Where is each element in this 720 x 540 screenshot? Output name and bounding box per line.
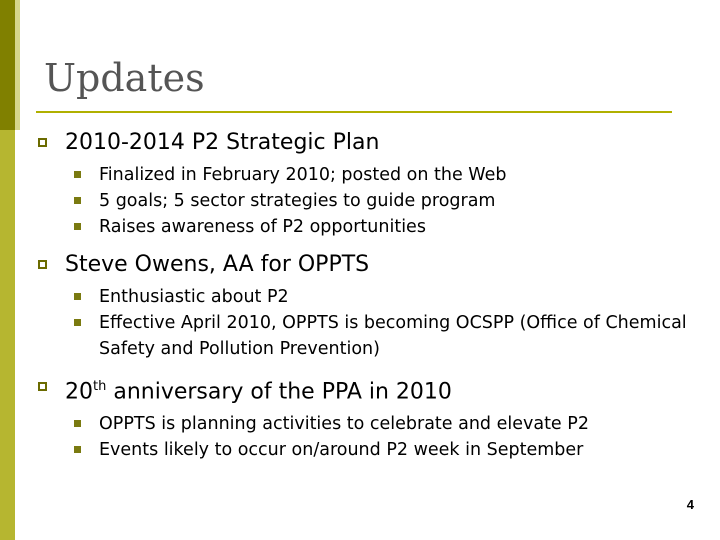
section-heading-post: anniversary of the PPA in 2010 xyxy=(106,379,452,405)
list-item-text: Raises awareness of P2 opportunities xyxy=(99,217,426,237)
square-bullet-icon xyxy=(74,446,81,453)
section-heading-text: Steve Owens, AA for OPPTS xyxy=(65,252,370,277)
section-heading-superscript: th xyxy=(93,379,107,394)
list-item xyxy=(30,214,690,240)
hollow-square-bullet-icon xyxy=(38,382,47,391)
list-item xyxy=(30,188,690,214)
square-bullet-icon xyxy=(74,223,81,230)
slide-title: Updates xyxy=(44,56,205,100)
page-number: 4 xyxy=(686,497,694,512)
slide-content xyxy=(30,128,690,473)
square-bullet-icon xyxy=(74,197,81,204)
list-item-text: OPPTS is planning activities to celebrate and elevate P2 xyxy=(99,414,589,435)
list-item xyxy=(30,411,690,437)
section-heading-pre: 20 xyxy=(65,379,93,405)
steve-owens-list xyxy=(30,284,690,362)
square-bullet-icon xyxy=(74,420,81,427)
list-item xyxy=(30,310,690,362)
list-item xyxy=(30,162,690,188)
section-heading-steve-owens xyxy=(30,250,690,280)
square-bullet-icon xyxy=(74,171,81,178)
list-item-text: Events likely to occur on/around P2 week in September xyxy=(99,440,584,461)
list-item-text: 5 goals; 5 sector strategies to guide program xyxy=(99,191,496,211)
section-heading-ppa-anniversary xyxy=(30,372,690,407)
list-item-text: Effective April 2010, OPPTS is becoming OCSPP (Office of Chemical Safety and Pollution Prevention) xyxy=(99,313,687,359)
section-heading-text: 2010-2014 P2 Strategic Plan xyxy=(65,130,380,155)
list-item xyxy=(30,284,690,310)
section-heading-strategic-plan xyxy=(30,128,690,158)
hollow-square-bullet-icon xyxy=(38,138,47,147)
sidebar-accent-light xyxy=(0,130,15,540)
sidebar-accent-inner xyxy=(15,0,20,130)
square-bullet-icon xyxy=(74,319,81,326)
list-item-text: Enthusiastic about P2 xyxy=(99,287,289,307)
hollow-square-bullet-icon xyxy=(38,260,47,269)
title-underline xyxy=(36,111,672,113)
list-item xyxy=(30,437,690,463)
sidebar-accent-dark xyxy=(0,0,15,130)
square-bullet-icon xyxy=(74,293,81,300)
strategic-plan-list xyxy=(30,162,690,240)
ppa-anniversary-list xyxy=(30,411,690,463)
list-item-text: Finalized in February 2010; posted on the Web xyxy=(99,165,507,185)
